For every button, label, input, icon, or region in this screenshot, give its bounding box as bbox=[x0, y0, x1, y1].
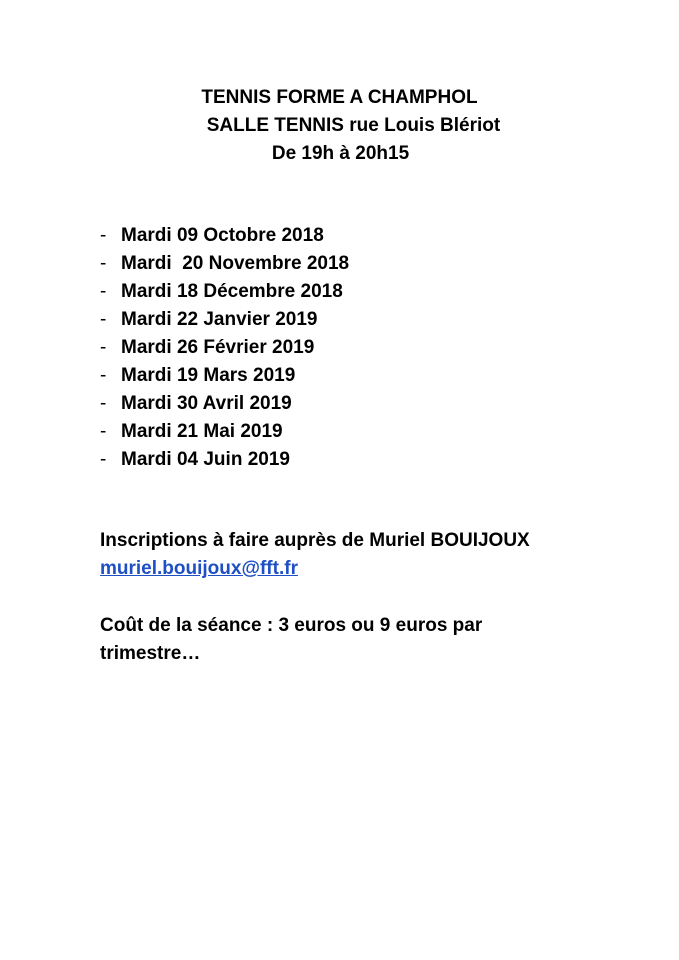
header-time: De 19h à 20h15 bbox=[271, 143, 410, 164]
bullet-dash: - bbox=[100, 281, 107, 302]
bullet-dash: - bbox=[100, 309, 107, 330]
session-date: Mardi 19 Mars 2019 bbox=[121, 365, 296, 386]
session-date: Mardi 30 Avril 2019 bbox=[121, 393, 292, 414]
bullet-dash: - bbox=[100, 365, 107, 386]
registration-text: Inscriptions à faire auprès de Muriel BOUIJOUX bbox=[100, 530, 530, 551]
session-date: Mardi 22 Janvier 2019 bbox=[121, 309, 318, 330]
session-date: Mardi 20 Novembre 2018 bbox=[121, 253, 350, 274]
bullet-dash: - bbox=[100, 393, 107, 414]
registration-block bbox=[100, 527, 620, 583]
bullet-dash: - bbox=[100, 449, 107, 470]
document-header bbox=[0, 84, 679, 168]
bullet-dash: - bbox=[100, 337, 107, 358]
bullet-dash: - bbox=[100, 421, 107, 442]
header-venue: SALLE TENNIS rue Louis Blériot bbox=[206, 115, 501, 136]
bullet-dash: - bbox=[100, 225, 107, 246]
session-date: Mardi 09 Octobre 2018 bbox=[121, 225, 324, 246]
session-cost-text: Coût de la séance : 3 euros ou 9 euros par trimestre… bbox=[100, 615, 483, 664]
bullet-dash: - bbox=[100, 253, 107, 274]
session-date: Mardi 04 Juin 2019 bbox=[121, 449, 290, 470]
contact-email-link[interactable]: muriel.bouijoux@fft.fr bbox=[100, 558, 298, 579]
session-date: Mardi 21 Mai 2019 bbox=[121, 421, 283, 442]
session-date: Mardi 18 Décembre 2018 bbox=[121, 281, 343, 302]
session-date: Mardi 26 Février 2019 bbox=[121, 337, 315, 358]
header-title: TENNIS FORME A CHAMPHOL bbox=[201, 87, 478, 108]
